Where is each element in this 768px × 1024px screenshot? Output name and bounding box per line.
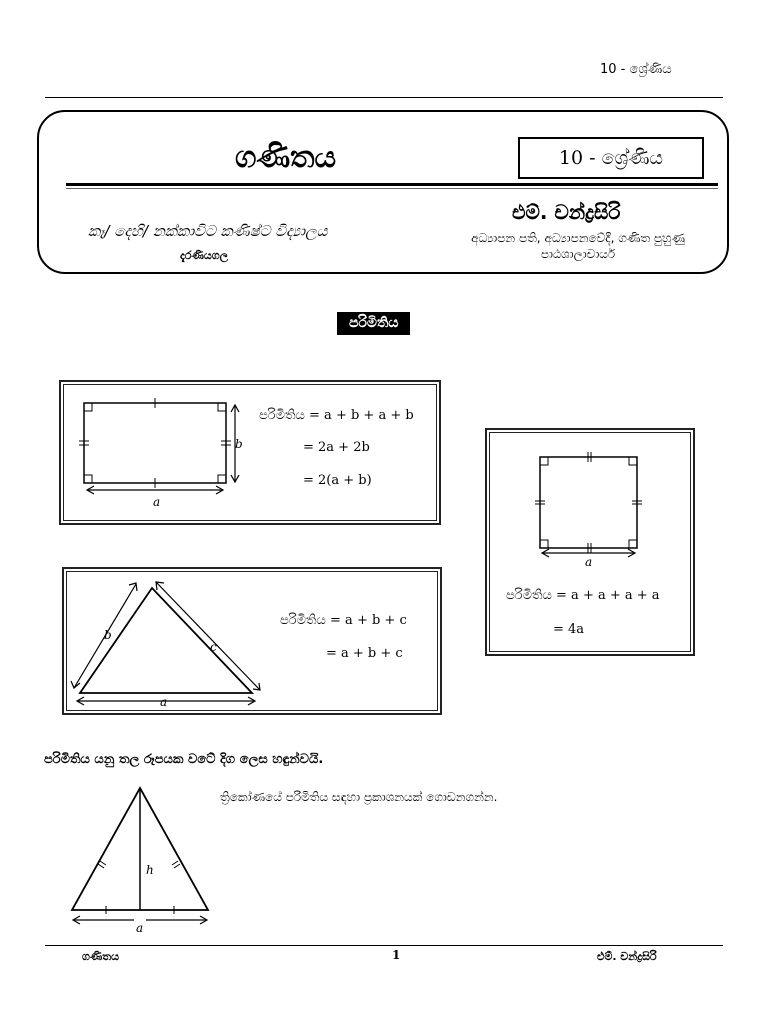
square-formula-2: = 4a — [553, 622, 585, 637]
equal-side-ticks — [79, 398, 231, 488]
school-name: කෑ/ දෙහි/ නක්කාවිට කණිෂ්ට විද්‍යාලය — [88, 222, 328, 240]
tri-label-b: b — [104, 628, 112, 642]
rect-formula-1: පරිමිතිය = a + b + a + b — [259, 408, 414, 423]
equal-side-ticks — [535, 452, 642, 553]
grade-box: 10 - ශ්‍රේණිය — [518, 137, 704, 179]
rectangle-diagram — [61, 382, 439, 523]
header-grade: 10 - ශ්‍රේණිය — [600, 62, 672, 77]
c-arrow — [156, 582, 260, 690]
tri-label-a: a — [160, 695, 168, 709]
equal-side-ticks — [98, 861, 180, 914]
footer-subject: ගණිතය — [82, 950, 120, 963]
square-shape — [540, 457, 637, 548]
section-title: පරිමිතිය — [337, 312, 410, 335]
town-name: දැරණියගල — [180, 249, 229, 262]
title-rule-shadow — [66, 188, 718, 189]
right-angle-marks — [84, 403, 226, 483]
square-diagram — [487, 430, 693, 654]
square-box — [485, 428, 695, 656]
author-name: එම්. චන්ද්‍රසිරි — [512, 200, 621, 224]
rect-label-b: b — [235, 437, 243, 451]
triangle-diagram — [64, 569, 440, 713]
tri-formula-2: = a + b + c — [326, 646, 403, 661]
author-designation: අධ්‍යාපන පති, අධ්‍යාපනවේදී, ගණිත පුහුණු පාඨශාලාචාර්ය — [471, 231, 685, 261]
isosceles-diagram — [60, 780, 220, 940]
page-title: ගණිතය — [235, 140, 337, 175]
right-angle-marks — [540, 457, 637, 548]
iso-label-h: h — [146, 863, 154, 877]
header-rule — [45, 97, 723, 98]
task-text: ත්‍රිකෝණයේ පරිමිතිය සඳහා ප්‍රකාශනයක් ගොඩනගන්න. — [220, 790, 498, 804]
tri-formula-1: පරිමිතිය = a + b + c — [280, 613, 407, 628]
title-rule — [66, 183, 718, 186]
rect-formula-2: = 2a + 2b — [303, 440, 370, 455]
iso-label-a: a — [136, 921, 144, 935]
triangle-box — [62, 567, 442, 715]
definition-text: පරිමිතිය යනු තල රූපයක වටේ දිග ලෙස හඳුන්වයි. — [44, 752, 324, 767]
tri-label-c: c — [210, 640, 217, 654]
square-formula-1: පරිමිතිය = a + a + a + a — [506, 588, 660, 603]
rect-label-a: a — [153, 495, 161, 509]
rectangle-shape — [84, 403, 226, 483]
rect-formula-3: = 2(a + b) — [303, 473, 372, 488]
footer-author: එම්. චන්ද්‍රසිරි — [597, 950, 657, 963]
rectangle-box — [59, 380, 441, 525]
page-number: 1 — [392, 948, 401, 962]
footer-rule — [45, 945, 723, 946]
square-label-a: a — [585, 555, 593, 569]
